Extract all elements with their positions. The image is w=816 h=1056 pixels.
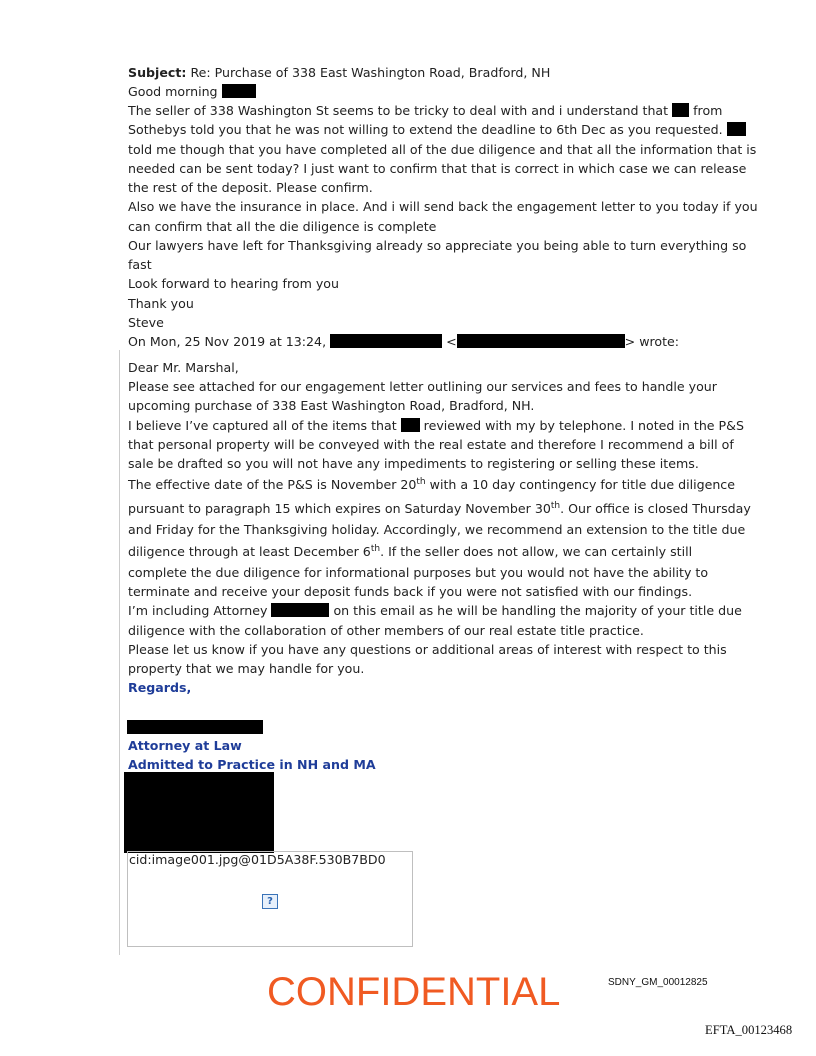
quoted-line: diligence with the collaboration of other members of our real estate title practice.: [128, 623, 644, 638]
body-text: on this email as he will be handling the majority of your title due: [329, 603, 742, 618]
attribution-text: > wrote:: [624, 334, 680, 349]
superscript: th: [550, 500, 561, 511]
image-caption: cid:image001.jpg@01D5A38F.530B7BD0: [129, 852, 386, 867]
redaction-block: [672, 103, 689, 117]
subject-text: Re: Purchase of 338 East Washington Road, Bradford, NH: [186, 65, 551, 80]
signature-admission: Admitted to Practice in NH and MA: [128, 757, 376, 772]
email-signoff: Steve: [128, 315, 164, 330]
quoted-line: Please see attached for our engagement letter outlining our services and fees to handle your: [128, 379, 717, 394]
body-text: with a 10 day contingency for title due diligence: [425, 477, 735, 492]
email-body-line: can confirm that all the die diligence is complete: [128, 219, 437, 234]
confidential-stamp: CONFIDENTIAL: [267, 970, 561, 1014]
redaction-block: [271, 603, 329, 617]
redaction-block: [127, 720, 263, 734]
email-body-line: [128, 101, 722, 120]
subject-label: Subject:: [128, 65, 187, 80]
email-body-line: Look forward to hearing from you: [128, 276, 339, 291]
signature-regards: Regards,: [128, 680, 192, 695]
greeting-text: Good morning: [128, 84, 222, 99]
broken-image-icon: ?: [262, 894, 278, 909]
quoted-line: [128, 475, 735, 494]
email-subject: [128, 63, 550, 82]
quoted-line: complete the due diligence for informational purposes but you would not have the ability to: [128, 565, 709, 580]
email-body-line: Thank you: [128, 296, 194, 311]
email-body-line: told me though that you have completed all of the due diligence and that all the information that is: [128, 142, 757, 157]
redaction-block: [124, 772, 274, 853]
redaction-block: [457, 334, 625, 348]
email-body-line: the rest of the deposit. Please confirm.: [128, 180, 373, 195]
efta-number: EFTA_00123468: [705, 1023, 793, 1037]
body-text: I’m including Attorney: [128, 603, 272, 618]
quoted-salutation: Dear Mr. Marshal,: [128, 360, 239, 375]
body-text: from: [689, 103, 723, 118]
email-body-line: Also we have the insurance in place. And i will send back the engagement letter to you today if you: [128, 199, 758, 214]
attribution-text: On Mon, 25 Nov 2019 at 13:24,: [128, 334, 331, 349]
quote-attribution: [128, 332, 679, 351]
body-text: The seller of 338 Washington St seems to be tricky to deal with and i understand that: [128, 103, 673, 118]
redaction-block: [727, 122, 746, 136]
superscript: th: [370, 543, 381, 554]
redaction-block: [401, 418, 420, 432]
email-body-line: fast: [128, 257, 152, 272]
quoted-line: [128, 601, 742, 620]
quoted-line: [128, 499, 751, 518]
body-text: I believe I’ve captured all of the items that: [128, 418, 401, 433]
quoted-line: terminate and receive your deposit funds back if you were not satisfied with our findings.: [128, 584, 693, 599]
image-placeholder: [127, 851, 413, 947]
quoted-line: that personal property will be conveyed with the real estate and therefore I recommend a bill of: [128, 437, 734, 452]
bates-number: SDNY_GM_00012825: [608, 977, 708, 988]
body-text: The effective date of the P&S is November 20: [128, 477, 417, 492]
body-text: Sothebys told you that he was not willing to extend the deadline to 6th Dec as you requested.: [128, 122, 727, 137]
quoted-line: and Friday for the Thanksgiving holiday. Accordingly, we recommend an extension to the title due: [128, 522, 746, 537]
body-text: reviewed with my by telephone. I noted in the P&S: [419, 418, 744, 433]
email-body-line: [128, 120, 746, 139]
body-text: pursuant to paragraph 15 which expires on Saturday November 30: [128, 501, 551, 516]
attribution-text: <: [442, 334, 457, 349]
body-text: . Our office is closed Thursday: [560, 501, 751, 516]
quoted-line: [128, 416, 744, 435]
redaction-block: [330, 334, 442, 348]
quoted-line: property that we may handle for you.: [128, 661, 365, 676]
quoted-line: Please let us know if you have any questions or additional areas of interest with respect to this: [128, 642, 727, 657]
email-greeting: [128, 82, 256, 101]
body-text: . If the seller does not allow, we can certainly still: [380, 544, 693, 559]
quoted-line: [128, 542, 692, 561]
quoted-line: sale be drafted so you will not have any impediments to registering or selling these items.: [128, 456, 699, 471]
redaction-block: [222, 84, 256, 98]
email-body-line: needed can be sent today? I just want to confirm that that is correct in which case we can release: [128, 161, 747, 176]
quote-bar: [119, 350, 120, 955]
signature-title: Attorney at Law: [128, 738, 242, 753]
quoted-line: upcoming purchase of 338 East Washington Road, Bradford, NH.: [128, 398, 535, 413]
superscript: th: [416, 476, 426, 487]
email-body-line: Our lawyers have left for Thanksgiving already so appreciate you being able to turn everything so: [128, 238, 747, 253]
body-text: diligence through at least December 6: [128, 544, 371, 559]
